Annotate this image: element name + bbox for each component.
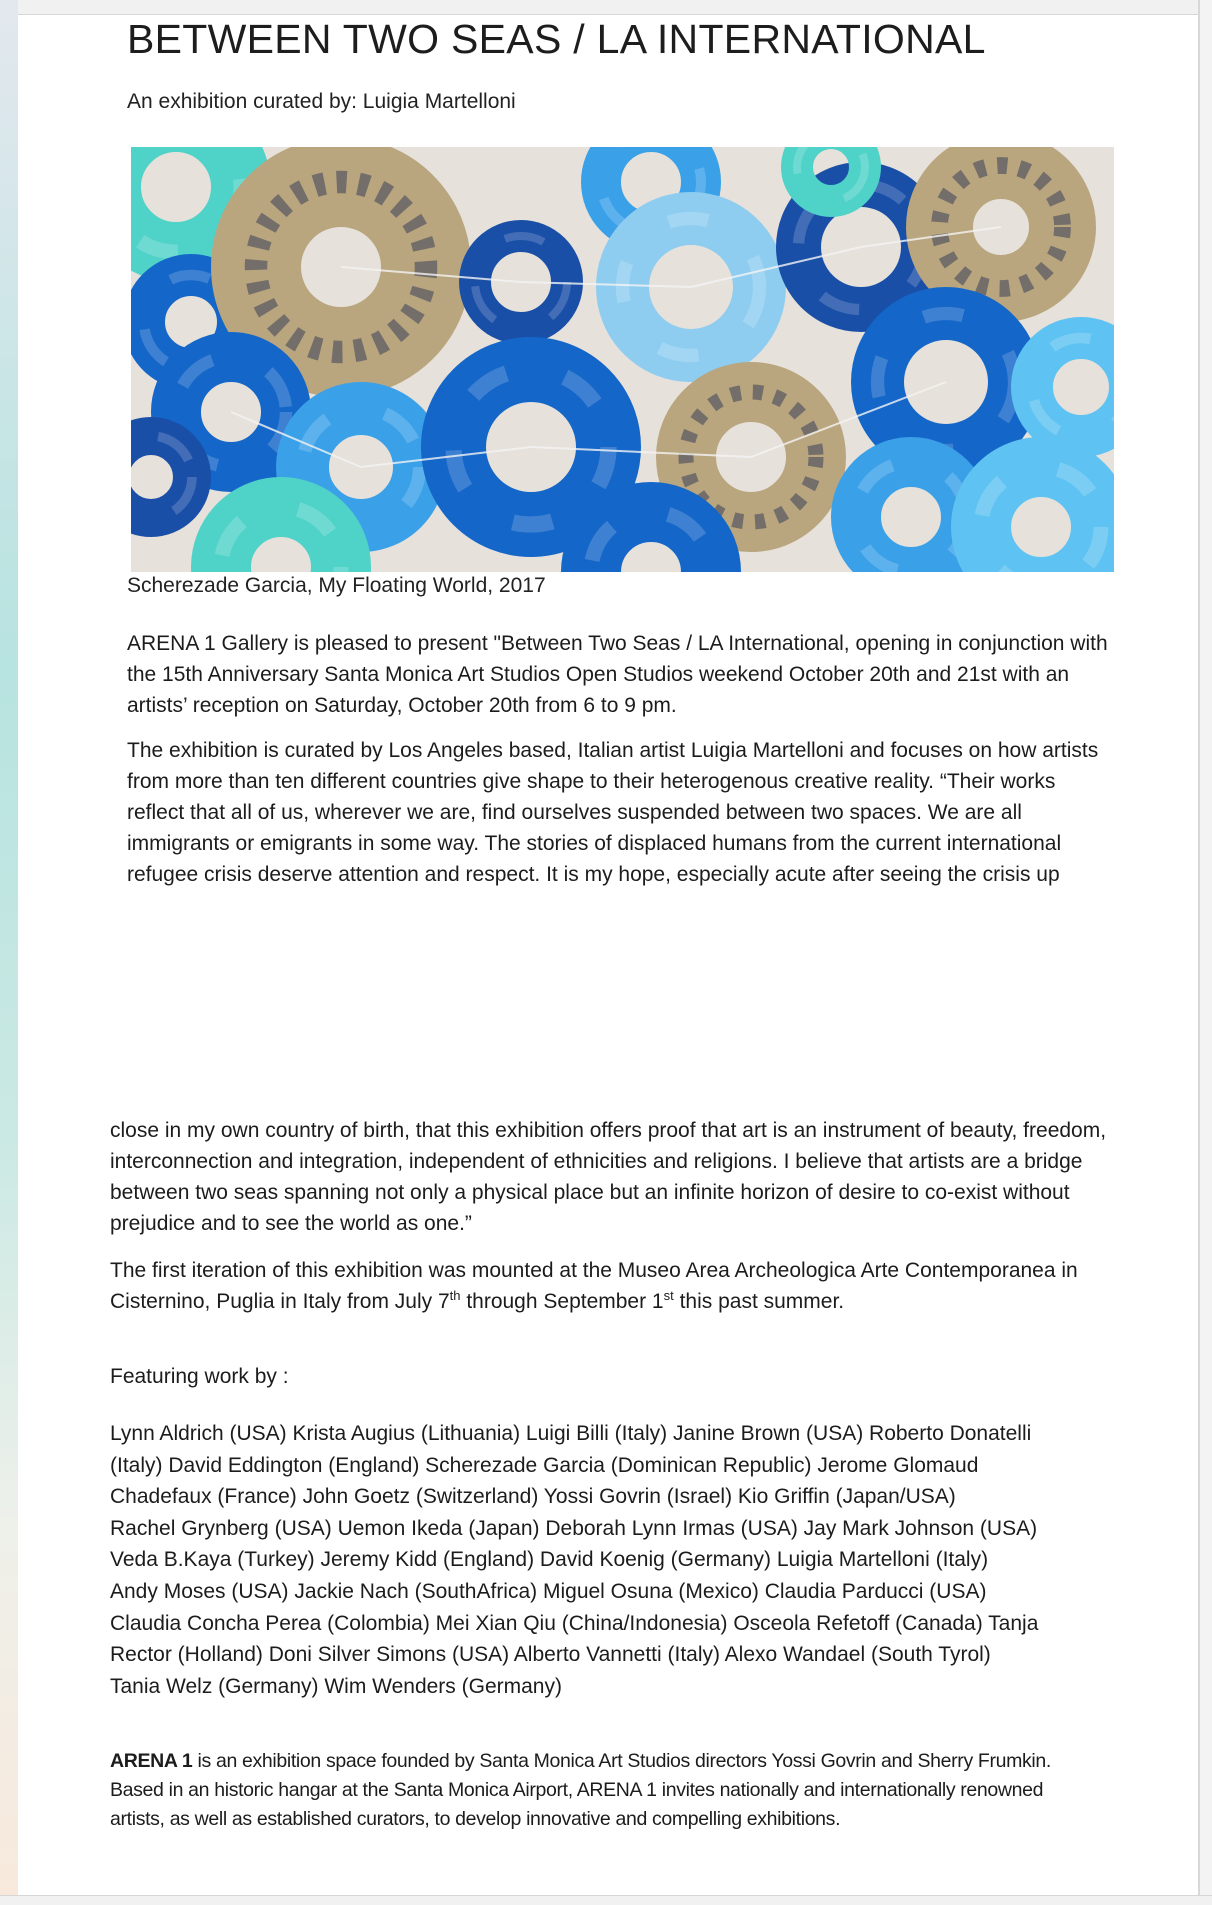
curator-line: An exhibition curated by: Luigia Martelloni [127,90,516,113]
about-line: Based in an historic hangar at the Santa Monica Airport, ARENA 1 invites nationally and internationally renowned [110,1779,1044,1801]
about-line: artists, as well as established curators, to develop innovative and compelling exhibitions. [110,1808,841,1830]
about-arena-1 [110,1747,1130,1834]
artist-list-line: Claudia Concha Perea (Colombia) Mei Xian Qiu (China/Indonesia) Osceola Refetoff (Canada) Tanja [110,1611,1039,1635]
artist-list-line: Rachel Grynberg (USA) Uemon Ikeda (Japan) Deborah Lynn Irmas (USA) Jay Mark Johnson (USA) [110,1516,1038,1540]
arena-1-name: ARENA 1 [110,1750,193,1772]
featuring-label: Featuring work by : [110,1365,289,1388]
floating-rings-artwork [131,147,1114,572]
paragraph-curator-statement-continued: close in my own country of birth, that this exhibition offers proof that art is an instrument of beauty, freedom, interconnection and integration, independent of ethnicities and religions. I believe that artists are a bridge between two seas spanning not only a physical place but an infinite horizon of desire to co-exist without prejudice and to see the world as one.” [110,1119,1107,1235]
window-top-edge [0,0,1212,15]
iteration-text-2: through September 1 [460,1290,664,1313]
image-caption: Scherezade Garcia, My Floating World, 2017 [127,574,546,597]
page-title: BETWEEN TWO SEAS / LA INTERNATIONAL [127,16,986,62]
artist-list-line: (Italy) David Eddington (England) Scherezade Garcia (Dominican Republic) Jerome Glomaud [110,1453,979,1477]
artwork-image [131,147,1114,572]
about-line-1-text: is an exhibition space founded by Santa Monica Art Studios directors Yossi Govrin and Sherry Frumkin. [192,1750,1051,1772]
artist-list-line: Chadefaux (France) John Goetz (Switzerland) Yossi Govrin (Israel) Kio Griffin (Japan/USA) [110,1485,956,1509]
artist-list-line: Andy Moses (USA) Jackie Nach (SouthAfrica) Miguel Osuna (Mexico) Claudia Parducci (USA) [110,1579,987,1603]
ordinal-suffix-st: st [663,1288,674,1303]
iteration-text-3: this past summer. [673,1290,845,1313]
right-window-edge [1200,0,1212,1904]
paragraph-intro: ARENA 1 Gallery is pleased to present "Between Two Seas / LA International, opening in conjunction with the 15th Anniversary Santa Monica Art Studios Open Studios weekend October 20th and 21st with an artists’ reception on Saturday, October 20th from 6 to 9 pm. [127,632,1108,717]
about-line [110,1747,1130,1776]
paragraph-curator-statement: The exhibition is curated by Los Angeles based, Italian artist Luigia Martelloni and focuses on how artists from more than ten different countries give shape to their heterogenous creative reality. “Their works reflect that all of us, wherever we are, find ourselves suspended between two spaces. We are all immigrants or emigrants in some way. The stories of displaced humans from the current international refugee crisis deserve attention and respect. It is my hope, especially acute after seeing the crisis up [127,739,1099,886]
artist-list-line: Veda B.Kaya (Turkey) Jeremy Kidd (England) David Koenig (Germany) Luigia Martelloni (Italy) [110,1548,989,1572]
ordinal-suffix-th: th [449,1288,461,1303]
artist-list-line: Lynn Aldrich (USA) Krista Augius (Lithuania) Luigi Billi (Italy) Janine Brown (USA) Roberto Donatelli [110,1422,1032,1445]
artist-list-line: Tania Welz (Germany) Wim Wenders (Germany) [110,1674,562,1698]
paragraph-first-iteration [110,1255,1120,1317]
artist-list-line: Rector (Holland) Doni Silver Simons (USA) Alberto Vannetti (Italy) Alexo Wandael (South Tyrol) [110,1643,991,1667]
iteration-text-1: The first iteration of this exhibition was mounted at the Museo Area Archeologica Arte Contemporanea in Cisternino, Puglia in Italy from July 7 [110,1259,1078,1313]
left-window-edge [0,0,18,1904]
artist-list [110,1418,1110,1702]
